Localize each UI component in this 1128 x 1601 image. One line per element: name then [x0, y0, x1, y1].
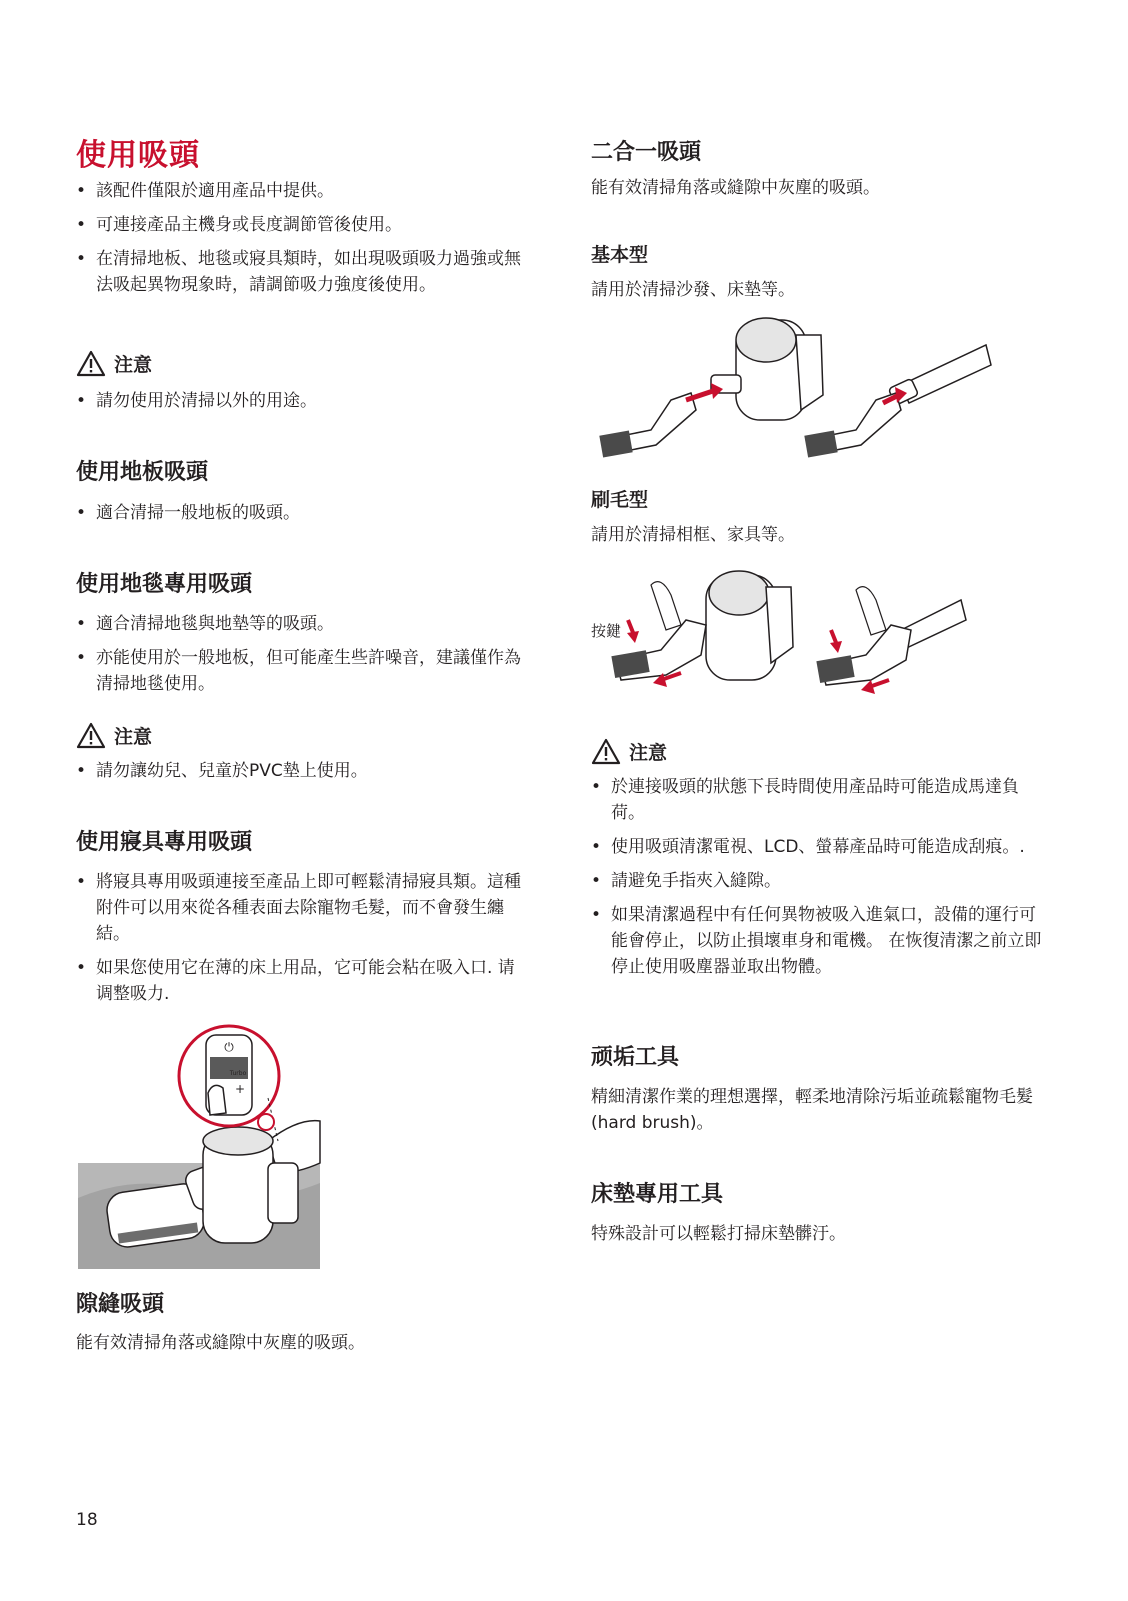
list-item: • 可連接產品主機身或長度調節管後使用。	[76, 212, 521, 238]
warning-icon	[76, 722, 106, 749]
list-item: • 亦能使用於一般地板，但可能產生些許噪音，建議僅作為清掃地毯使用。	[76, 645, 521, 697]
floor-heading: 使用地板吸頭	[76, 460, 209, 485]
brush-type-illustration	[591, 565, 1011, 715]
crevice-heading: 隙縫吸頭	[76, 1292, 165, 1317]
list-item: • 使用吸頭清潔電視、LCD、螢幕產品時可能造成刮痕。.	[591, 834, 1046, 860]
warning-icon	[591, 738, 621, 765]
mattress-heading: 床墊專用工具	[591, 1182, 724, 1207]
intro-list	[76, 178, 521, 306]
bedding-tool-illustration	[78, 1023, 398, 1270]
list-item: • 適合清掃地毯與地墊等的吸頭。	[76, 611, 521, 637]
stubborn-text: 精細清潔作業的理想選擇，輕柔地清除污垢並疏鬆寵物毛髮(hard brush)。	[591, 1087, 1033, 1133]
list-item: • 請避免手指夾入縫隙。	[591, 868, 1046, 894]
bedding-list	[76, 869, 521, 1015]
page-title: 使用吸頭	[76, 138, 200, 173]
list-item: • 在清掃地板、地毯或寢具類時，如出現吸頭吸力過強或無法吸起異物現象時，請調節吸力強度後使用。	[76, 246, 521, 298]
list-item: • 請勿使用於清掃以外的用途。	[76, 388, 521, 414]
basic-heading: 基本型	[591, 244, 649, 266]
crevice-text: 能有效清掃角落或縫隙中灰塵的吸頭。	[76, 1333, 365, 1353]
combo-text: 能有效清掃角落或縫隙中灰塵的吸頭。	[591, 178, 880, 198]
power-icon: ⏻	[224, 1040, 234, 1054]
list-item: • 如果您使用它在薄的床上用品，它可能会粘在吸入口. 请调整吸力.	[76, 955, 521, 1007]
button-label: 按鍵	[591, 622, 622, 640]
basic-type-illustration	[591, 315, 1011, 470]
mattress-text: 特殊設計可以輕鬆打掃床墊髒汙。	[591, 1224, 846, 1244]
list-item: • 請勿讓幼兒、兒童於PVC墊上使用。	[76, 758, 521, 784]
caution-list	[76, 388, 521, 422]
bedding-heading: 使用寢具專用吸頭	[76, 830, 253, 855]
caution-label: 注意	[114, 354, 153, 376]
warning-icon	[76, 350, 106, 377]
carpet-list	[76, 611, 521, 705]
combo-heading: 二合一吸頭	[591, 140, 702, 165]
caution-heading	[76, 722, 152, 749]
list-item: • 該配件僅限於適用產品中提供。	[76, 178, 521, 204]
caution-label: 注意	[114, 726, 153, 748]
caution-label: 注意	[629, 742, 668, 764]
caution-heading	[76, 350, 152, 377]
plus-label: +	[234, 1082, 246, 1096]
list-item: • 於連接吸頭的狀態下長時間使用產品時可能造成馬達負荷。	[591, 774, 1046, 826]
stubborn-heading: 顽垢工具	[591, 1045, 680, 1070]
caution-list	[76, 758, 521, 792]
carpet-heading: 使用地毯專用吸頭	[76, 572, 253, 597]
floor-list	[76, 500, 521, 534]
turbo-label: Turbo	[229, 1070, 247, 1077]
list-item: • 如果清潔過程中有任何異物被吸入進氣口，設備的運行可能會停止，以防止損壞車身和電機。 在恢復清潔之前立即停止使用吸塵器並取出物體。	[591, 902, 1046, 980]
brush-text: 請用於清掃相框、家具等。	[591, 525, 795, 545]
caution-list	[591, 774, 1046, 988]
list-item: • 將寢具專用吸頭連接至產品上即可輕鬆清掃寢具類。這種附件可以用來從各種表面去除寵物毛髮，而不會發生纏結。	[76, 869, 521, 947]
page-number: 18	[76, 1510, 98, 1530]
caution-heading	[591, 738, 667, 765]
brush-heading: 刷毛型	[591, 489, 649, 511]
list-item: • 適合清掃一般地板的吸頭。	[76, 500, 521, 526]
basic-text: 請用於清掃沙發、床墊等。	[591, 280, 795, 300]
